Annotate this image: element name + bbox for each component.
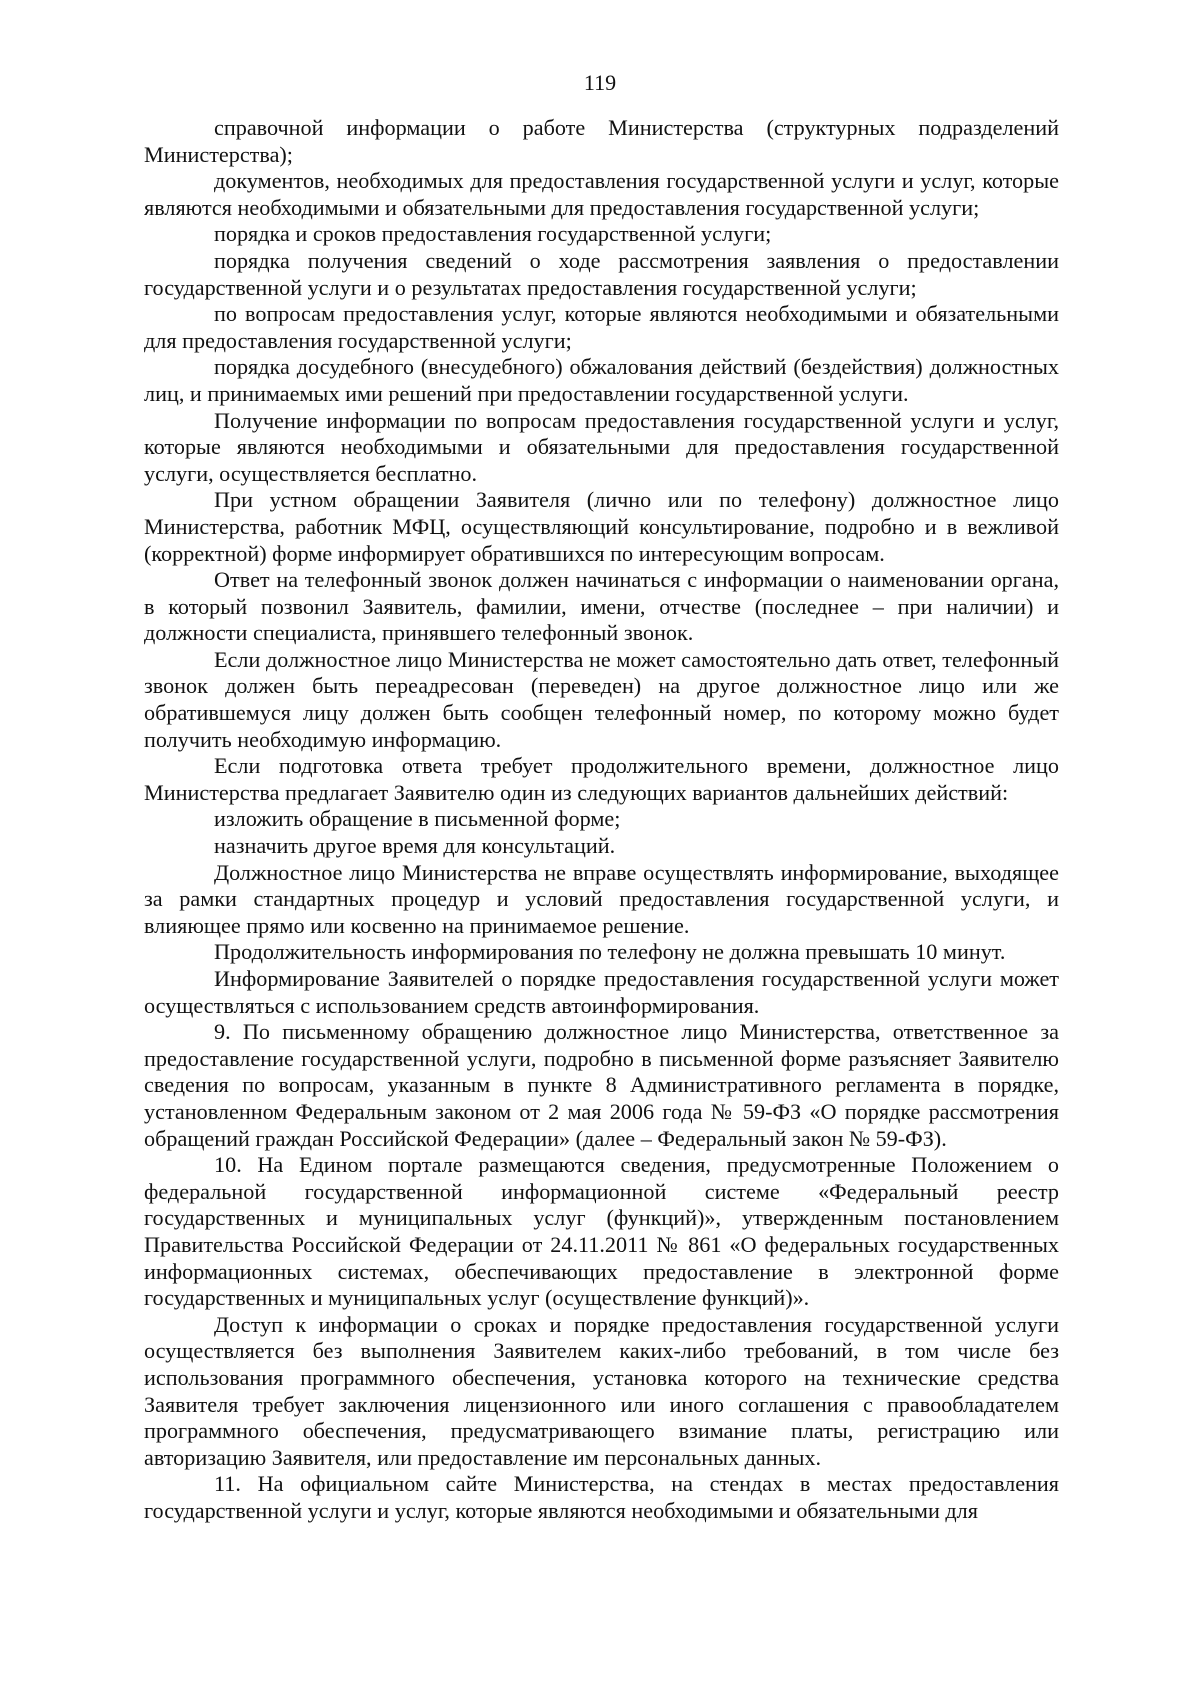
paragraph: назначить другое время для консультаций. bbox=[214, 833, 616, 859]
paragraph: При устном обращении Заявителя (лично или по телефону) должностное лицо Министерства, работник МФЦ, осуществляющий консультирование, подробно и в вежливой (корректной) форме информирует обратившихся по интересующим вопросам. bbox=[144, 487, 1059, 566]
paragraph: Ответ на телефонный звонок должен начинаться с информации о наименовании органа, в который позвонил Заявитель, фамилии, имени, отчестве (последнее – при наличии) и должности специалиста, принявшего телефонный звонок. bbox=[144, 567, 1059, 646]
paragraph: Должностное лицо Министерства не вправе осуществлять информирование, выходящее за рамки стандартных процедур и условий предоставления государственной услуги, и влияющее прямо или косвенно на принимаемое решение. bbox=[144, 859, 1059, 938]
paragraph: Продолжительность информирования по телефону не должна превышать 10 минут. bbox=[214, 939, 1006, 965]
paragraph: Если подготовка ответа требует продолжительного времени, должностное лицо Министерства предлагает Заявителю один из следующих вариантов дальнейших действий: bbox=[144, 753, 1059, 805]
paragraph: порядка получения сведений о ходе рассмотрения заявления о предоставлении государственной услуги и о результатах предоставления государственной услуги; bbox=[144, 247, 1059, 300]
paragraph: Информирование Заявителей о порядке предоставления государственной услуги может осуществляться с использованием средств автоинформирования. bbox=[144, 966, 1059, 1018]
page-number: 119 bbox=[583, 70, 617, 95]
paragraph: Если должностное лицо Министерства не может самостоятельно дать ответ, телефонный звонок должен быть переадресован (переведен) на другое должностное лицо или же обратившемуся лицу должен быть сообщен телефонный номер, по которому можно будет получить необходимую информацию. bbox=[144, 646, 1059, 752]
paragraph: изложить обращение в письменной форме; bbox=[214, 806, 621, 832]
paragraph: 10. На Едином портале размещаются сведения, предусмотренные Положением о федеральной государственной информационной системе «Федеральный реестр государственных и муниципальных услуг (функций)», утвержденным постановлением Правительства Российской Федерации от 24.11.2011 № 861 «О федеральных государственных информационных системах, обеспечивающих предоставление в электронной форме государственных и муниципальных услуг (осуществление функций)». bbox=[144, 1152, 1059, 1311]
paragraph: Доступ к информации о сроках и порядке предоставления государственной услуги осуществляется без выполнения Заявителем каких-либо требований, в том числе без использования программного обеспечения, установка которого на технические средства Заявителя требует заключения лицензионного или иного соглашения с правообладателем программного обеспечения, предусматривающего взимание платы, регистрацию или авторизацию Заявителя, или предоставление им персональных данных. bbox=[144, 1311, 1059, 1470]
paragraph: 11. На официальном сайте Министерства, на стендах в местах предоставления государственной услуги и услуг, которые являются необходимыми и обязательными для bbox=[144, 1471, 1059, 1523]
paragraph: документов, необходимых для предоставления государственной услуги и услуг, которые являются необходимыми и обязательными для предоставления государственной услуги; bbox=[144, 168, 1059, 220]
paragraph: порядка и сроков предоставления государственной услуги; bbox=[214, 221, 772, 247]
document-body bbox=[144, 115, 1059, 1524]
paragraph: справочной информации о работе Министерства (структурных подразделений Министерства); bbox=[144, 115, 1059, 167]
paragraph: по вопросам предоставления услуг, которые являются необходимыми и обязательными для предоставления государственной услуги; bbox=[144, 301, 1059, 353]
paragraph: 9. По письменному обращению должностное лицо Министерства, ответственное за предоставление государственной услуги, подробно в письменной форме разъясняет Заявителю сведения по вопросам, указанным в пункте 8 Административного регламента в порядке, установленном Федеральным законом от 2 мая 2006 года № 59-ФЗ «О порядке рассмотрения обращений граждан Российской Федерации» (далее – Федеральный закон № 59-ФЗ). bbox=[144, 1019, 1059, 1151]
paragraph: Получение информации по вопросам предоставления государственной услуги и услуг, которые являются необходимыми и обязательными для предоставления государственной услуги, осуществляется бесплатно. bbox=[144, 407, 1059, 486]
paragraph: порядка досудебного (внесудебного) обжалования действий (бездействия) должностных лиц, и принимаемых ими решений при предоставлении государственной услуги. bbox=[144, 354, 1059, 406]
